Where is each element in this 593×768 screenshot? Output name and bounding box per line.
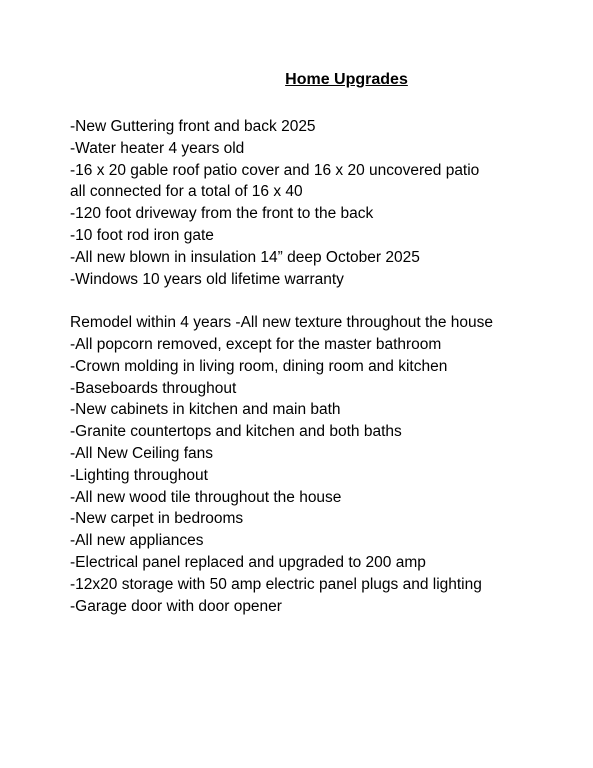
- list-item: -16 x 20 gable roof patio cover and 16 x 20 uncovered patio: [70, 161, 480, 179]
- list-item: -New cabinets in kitchen and main bath: [70, 401, 341, 419]
- list-item: -Lighting throughout: [70, 466, 208, 484]
- list-item: -10 foot rod iron gate: [70, 226, 214, 244]
- upgrades-list: [70, 116, 550, 617]
- list-item: -Water heater 4 years old: [70, 139, 245, 157]
- section-divider: [70, 290, 550, 312]
- list-item: Remodel within 4 years -All new texture throughout the house: [70, 314, 494, 332]
- list-item: -New Guttering front and back 2025: [70, 118, 316, 135]
- list-item: -12x20 storage with 50 amp electric panel plugs and lighting: [70, 575, 482, 593]
- list-item: -Garage door with door opener: [70, 597, 282, 615]
- document-title: Home Upgrades: [285, 71, 408, 88]
- list-item: -Baseboards throughout: [70, 379, 237, 397]
- list-item: -All new appliances: [70, 532, 204, 550]
- list-item: -All New Ceiling fans: [70, 444, 213, 462]
- list-item: -All new blown in insulation 14” deep October 2025: [70, 248, 420, 266]
- list-item: -Windows 10 years old lifetime warranty: [70, 270, 344, 288]
- list-item: -120 foot driveway from the front to the back: [70, 205, 374, 223]
- list-item: -Granite countertops and kitchen and both baths: [70, 423, 402, 441]
- list-item: -Electrical panel replaced and upgraded to 200 amp: [70, 553, 426, 571]
- list-item: -Crown molding in living room, dining room and kitchen: [70, 357, 448, 375]
- list-item: -All new wood tile throughout the house: [70, 488, 342, 506]
- list-item: -All popcorn removed, except for the master bathroom: [70, 335, 442, 353]
- list-item: all connected for a total of 16 x 40: [70, 183, 303, 201]
- list-item: -New carpet in bedrooms: [70, 510, 244, 528]
